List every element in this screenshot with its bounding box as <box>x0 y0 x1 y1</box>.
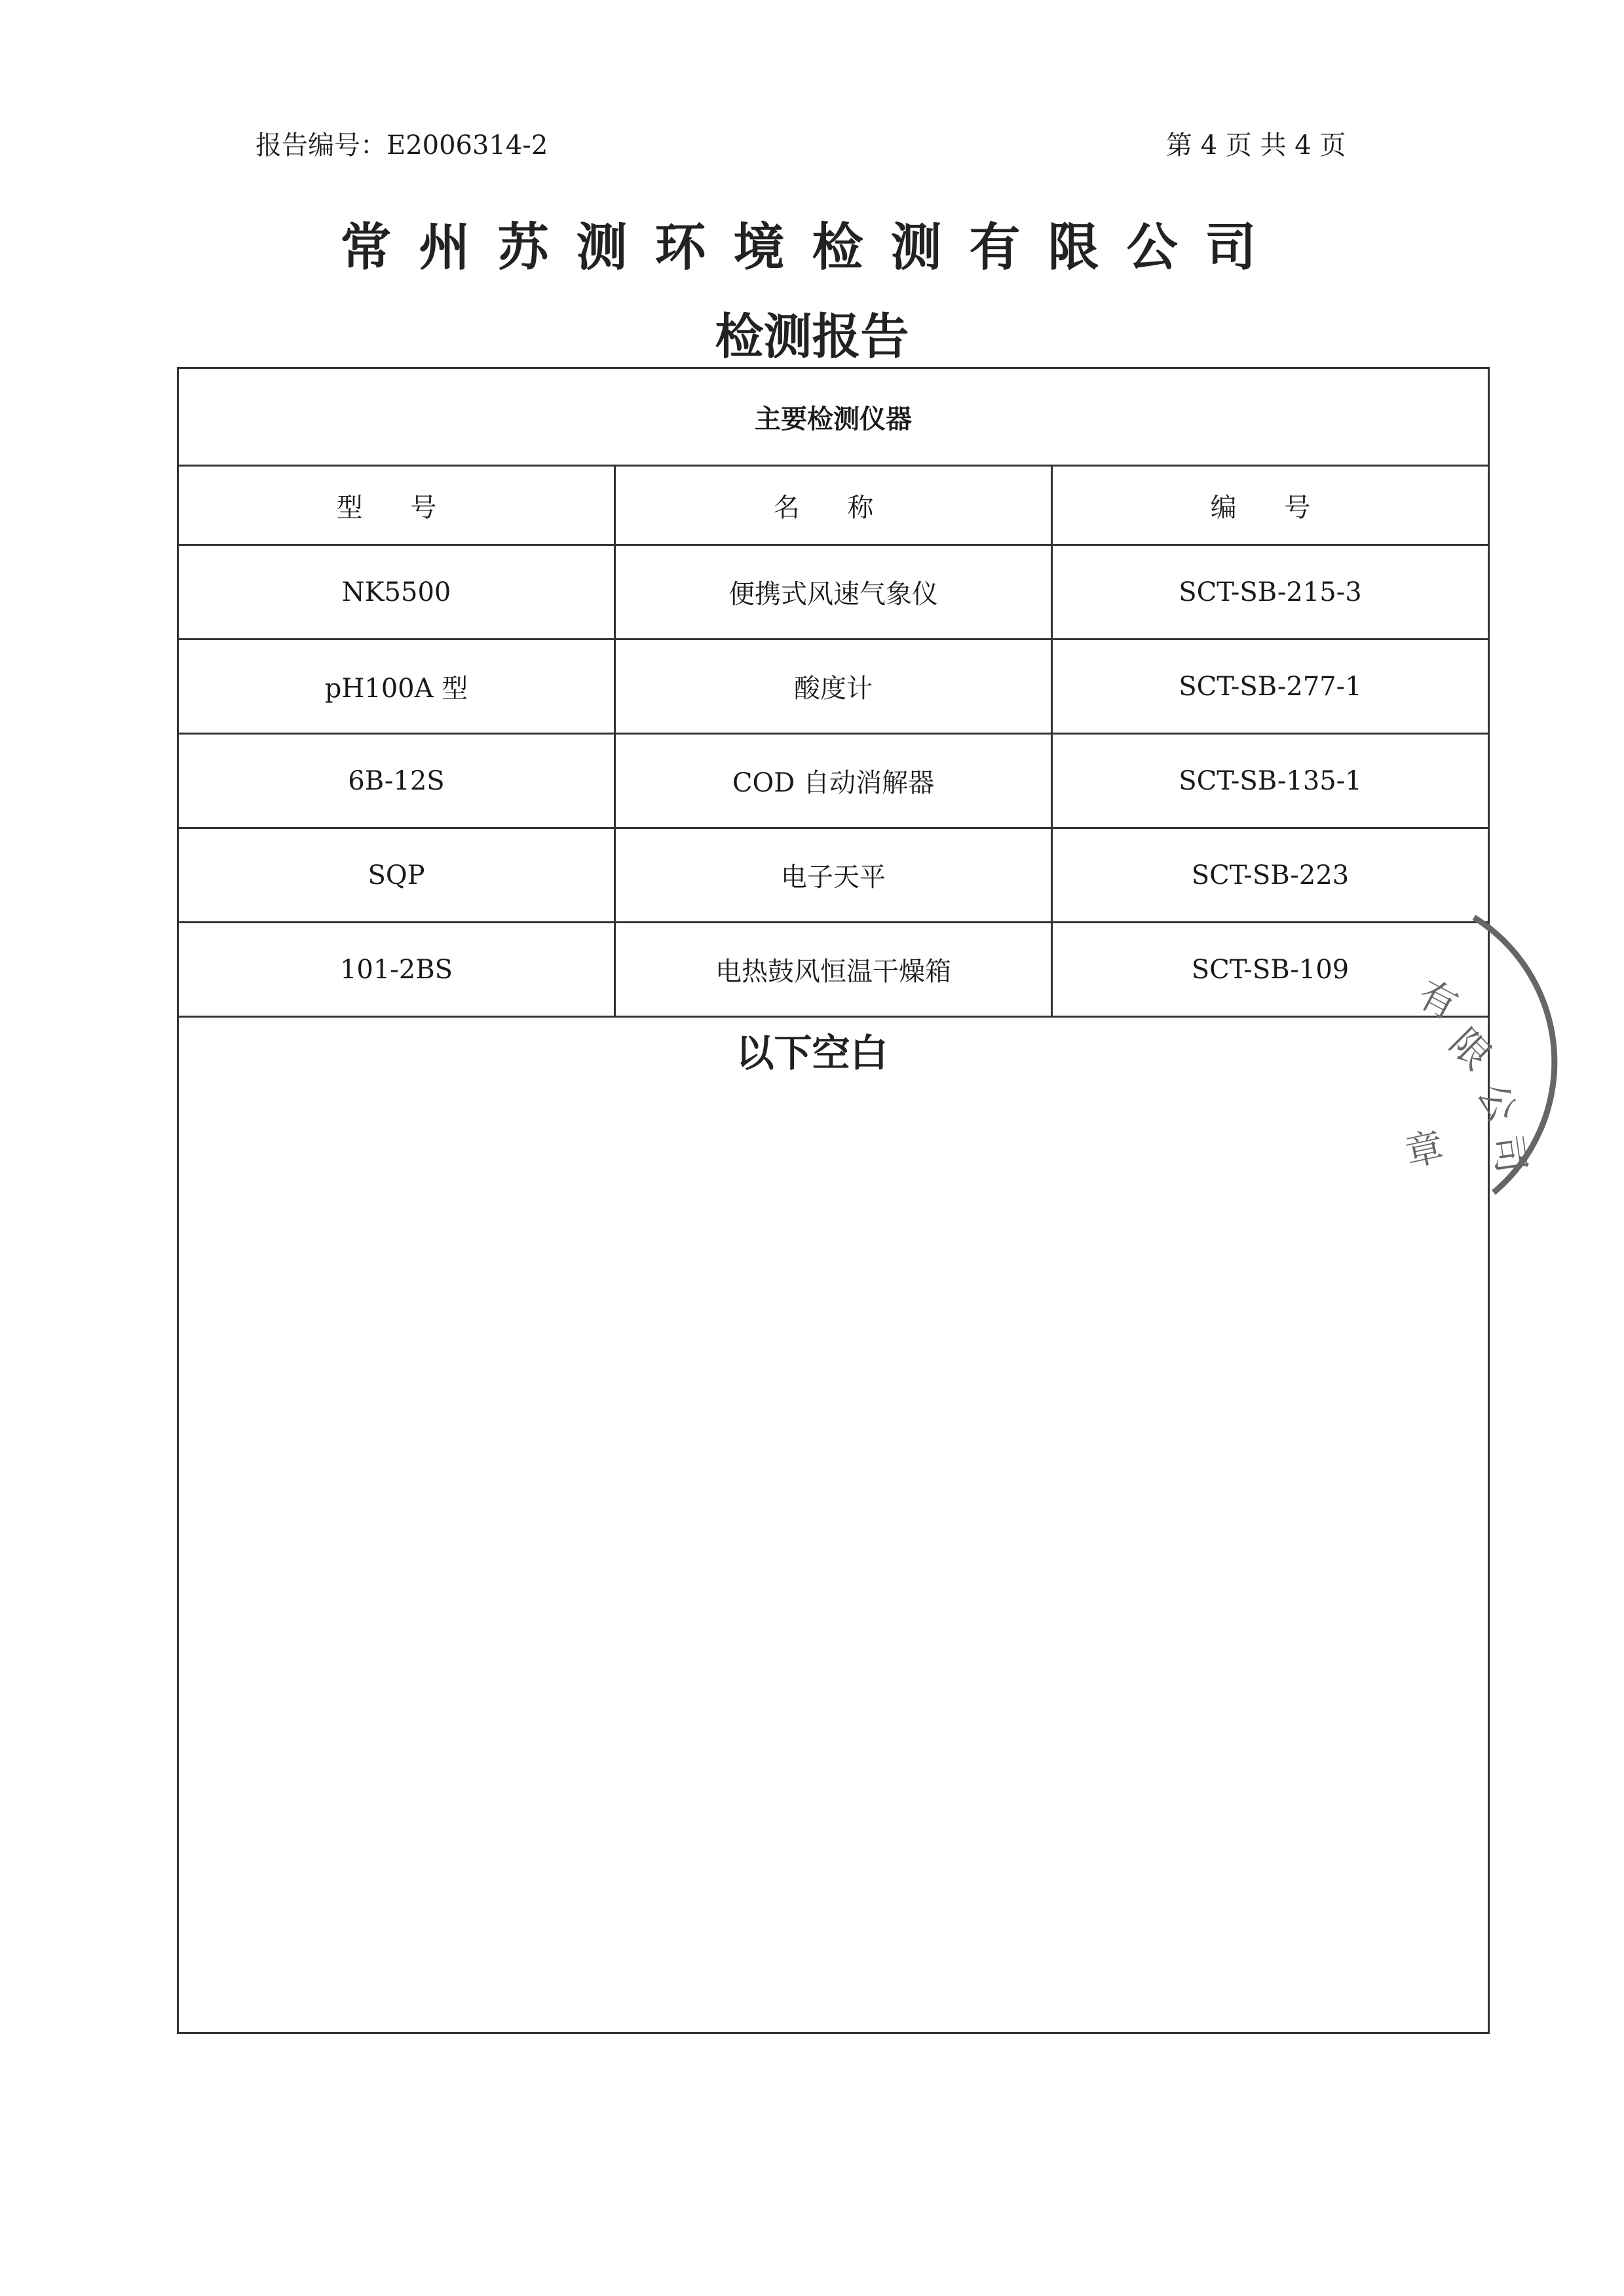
table-row <box>178 545 1489 640</box>
cell-number: SCT-SB-215-3 <box>1052 545 1489 640</box>
column-header-name: 名 称 <box>615 466 1052 545</box>
cell-name: 便携式风速气象仪 <box>615 545 1052 640</box>
cell-number: SCT-SB-277-1 <box>1052 640 1489 734</box>
cell-name: COD 自动消解器 <box>615 734 1052 828</box>
svg-text:公: 公 <box>1469 1076 1526 1130</box>
cell-name: 电子天平 <box>615 828 1052 923</box>
company-name: 常州苏测环境检测有限公司 <box>340 218 1284 277</box>
cell-model: 101-2BS <box>178 923 615 1017</box>
table-row <box>178 828 1489 923</box>
table-row <box>178 923 1489 1017</box>
cell-model: SQP <box>178 828 615 923</box>
column-header-number: 编 号 <box>1052 466 1489 545</box>
svg-text:有: 有 <box>1410 971 1465 1029</box>
company-seal-stamp <box>1363 904 1559 1219</box>
cell-number: SCT-SB-135-1 <box>1052 734 1489 828</box>
svg-text:司: 司 <box>1484 1132 1534 1176</box>
svg-text:章: 章 <box>1401 1124 1448 1176</box>
column-header-model: 型 号 <box>178 466 615 545</box>
cell-model: pH100A 型 <box>178 640 615 734</box>
cell-number: SCT-SB-223 <box>1052 828 1489 923</box>
table-caption-row <box>178 368 1489 466</box>
cell-name: 电热鼓风恒温干燥箱 <box>615 923 1052 1017</box>
blank-note: 以下空白 <box>736 1031 888 1075</box>
table-row <box>178 640 1489 734</box>
report-title: 检测报告 <box>715 309 909 365</box>
page-info: 第 4 页 共 4 页 <box>1166 130 1346 161</box>
cell-model: 6B-12S <box>178 734 615 828</box>
cell-number: SCT-SB-109 <box>1052 923 1489 1017</box>
table-row <box>178 734 1489 828</box>
report-number: 报告编号：E2006314-2 <box>255 130 548 161</box>
cell-model: NK5500 <box>178 545 615 640</box>
svg-text:限: 限 <box>1441 1020 1500 1079</box>
cell-name: 酸度计 <box>615 640 1052 734</box>
table-caption: 主要检测仪器 <box>178 368 1489 466</box>
table-header-row <box>178 466 1489 545</box>
instrument-table <box>177 367 1490 1018</box>
